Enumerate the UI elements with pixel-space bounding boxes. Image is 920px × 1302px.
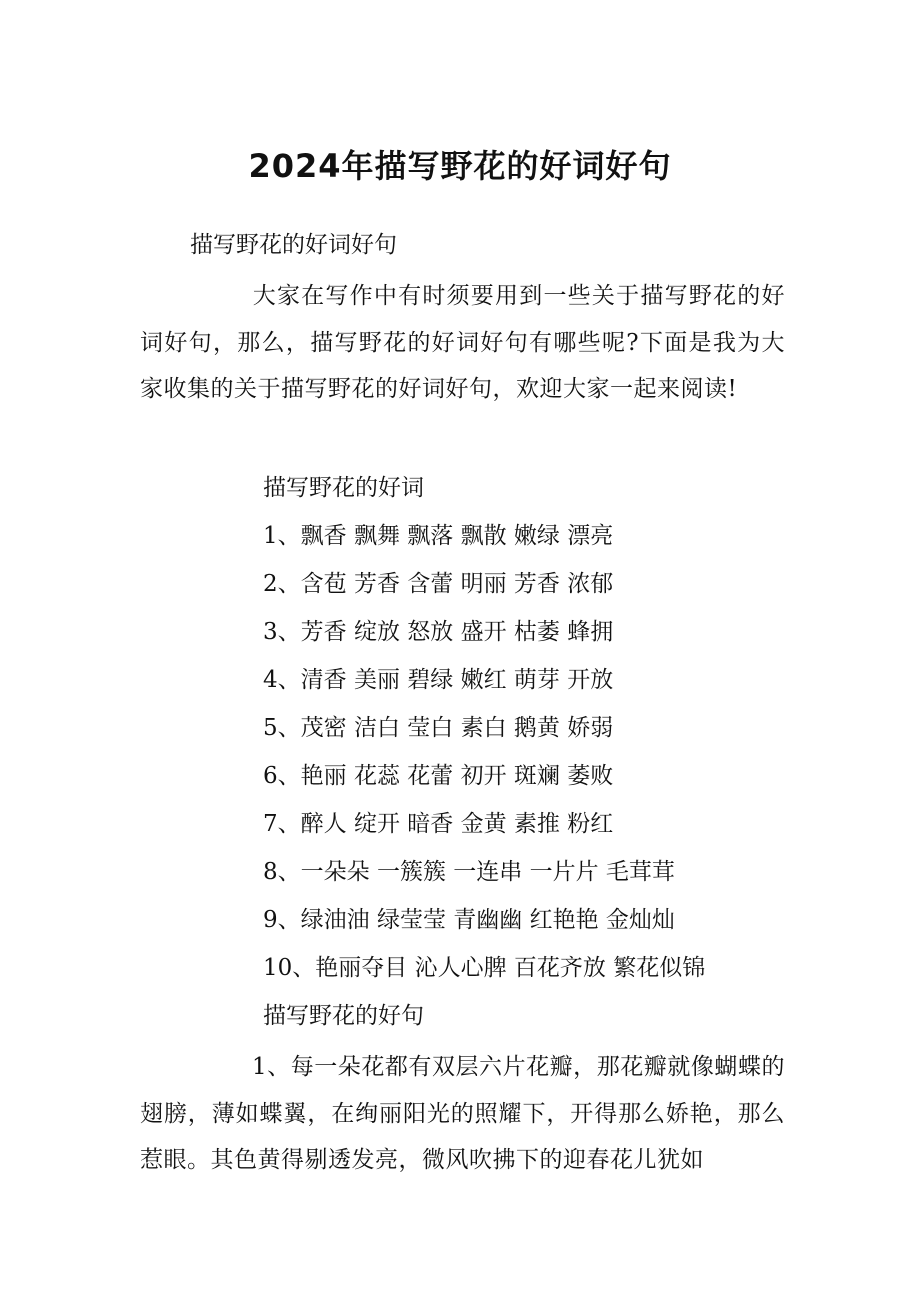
intro-paragraph	[140, 273, 785, 413]
word-line: 8、一朵朵 一簇簇 一连串 一片片 毛茸茸	[263, 859, 675, 885]
intro-text: 大家在写作中有时须要用到一些关于描写野花的好词好句，那么，描写野花的好词好句有哪些呢?下面是我为大家收集的关于描写野花的好词好句，欢迎大家一起来阅读!	[140, 283, 785, 402]
words-heading: 描写野花的好词	[263, 475, 424, 501]
word-line: 1、飘香 飘舞 飘落 飘散 嫩绿 漂亮	[263, 523, 614, 549]
word-line: 7、醉人 绽开 暗香 金黄 素推 粉红	[263, 811, 614, 837]
word-line: 3、芳香 绽放 怒放 盛开 枯萎 蜂拥	[263, 619, 614, 645]
sentences-heading: 描写野花的好句	[263, 1003, 424, 1029]
word-line: 2、含苞 芳香 含蕾 明丽 芳香 浓郁	[263, 571, 614, 597]
word-line: 9、绿油油 绿莹莹 青幽幽 红艳艳 金灿灿	[263, 907, 675, 933]
word-line: 4、清香 美丽 碧绿 嫩红 萌芽 开放	[263, 667, 614, 693]
document-title: 2024年描写野花的好词好句	[248, 147, 672, 185]
sentence-paragraph	[140, 1044, 785, 1184]
word-line: 10、艳丽夺目 沁人心脾 百花齐放 繁花似锦	[263, 955, 706, 981]
word-line: 6、艳丽 花蕊 花蕾 初开 斑斓 萎败	[263, 763, 614, 789]
sentence-text: 1、每一朵花都有双层六片花瓣，那花瓣就像蝴蝶的翅膀，薄如蝶翼，在绚丽阳光的照耀下，开得那么娇艳，那么惹眼。其色黄得剔透发亮，微风吹拂下的迎春花儿犹如	[140, 1054, 785, 1173]
subtitle: 描写野花的好词好句	[190, 232, 397, 258]
word-line: 5、茂密 洁白 莹白 素白 鹅黄 娇弱	[263, 715, 614, 741]
